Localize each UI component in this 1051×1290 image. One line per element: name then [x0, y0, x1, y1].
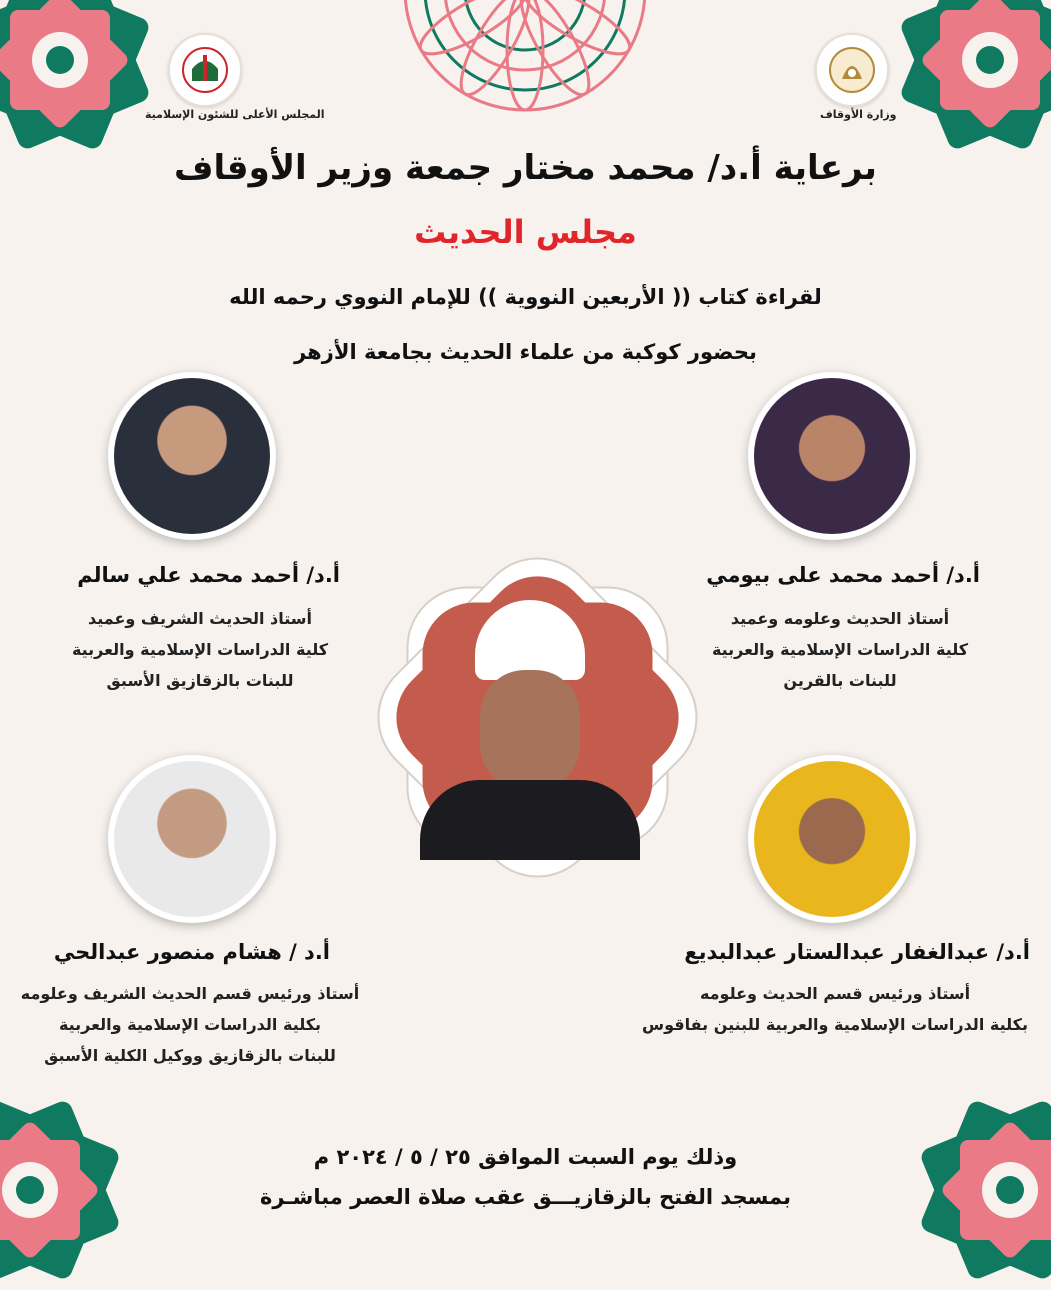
- desc-line: بكلية الدراسات الإسلامية والعربية للبنين بفاقوس: [642, 1015, 1028, 1034]
- corner-ornament-top-right: [890, 0, 1051, 160]
- desc-line: كلية الدراسات الإسلامية والعربية: [711, 640, 969, 659]
- awqaf-ministry-logo: [815, 33, 889, 107]
- speaker-name-top-left: أ.د/ أحمد محمد علي سالم: [77, 563, 340, 587]
- right-logo-caption: وزارة الأوقاف: [820, 108, 897, 121]
- mandala-ornament-top: [395, 0, 655, 120]
- desc-line: أستاذ الحديث وعلومه وعميد: [730, 609, 950, 628]
- attendance-line: بحضور كوكبة من علماء الحديث بجامعة الأزهر: [294, 340, 757, 364]
- desc-line: أستاذ الحديث الشريف وعميد: [87, 609, 313, 628]
- speaker-photo-bottom-right: [748, 755, 916, 923]
- speaker-desc-bottom-right: [640, 978, 1030, 1040]
- speaker-photo-top-left: [108, 372, 276, 540]
- speaker-name-bottom-left: أ.د / هشام منصور عبدالحي: [53, 940, 330, 964]
- desc-line: كلية الدراسات الإسلامية والعربية: [71, 640, 329, 659]
- desc-line: بكلية الدراسات الإسلامية والعربية: [58, 1015, 322, 1034]
- speaker-name-bottom-right: أ.د/ عبدالغفار عبدالستار عبدالبديع: [684, 940, 1030, 964]
- desc-line: أستاذ ورئيس قسم الحديث وعلومه: [699, 984, 971, 1003]
- desc-line: أستاذ ورئيس قسم الحديث الشريف وعلومه: [20, 984, 360, 1003]
- event-location-line: بمسجد الفتح بالزقازيـــق عقب صلاة العصر مباشـرة: [260, 1185, 791, 1209]
- speaker-desc-bottom-left: [20, 978, 360, 1071]
- sponsor-line: برعاية أ.د/ محمد مختار جمعة وزير الأوقاف: [174, 148, 877, 188]
- event-date-line: وذلك يوم السبت الموافق ٢٥ / ٥ / ٢٠٢٤ م: [313, 1145, 738, 1169]
- speaker-name-top-right: أ.د/ أحمد محمد على بيومي: [706, 563, 980, 587]
- speaker-desc-top-left: [60, 603, 340, 696]
- mosque-emblem-icon: [180, 45, 230, 95]
- event-title: مجلس الحديث: [414, 213, 637, 251]
- speaker-photo-top-right: [748, 372, 916, 540]
- desc-line: للبنات بالزقازيق الأسبق: [106, 671, 294, 690]
- supreme-council-logo: [168, 33, 242, 107]
- speaker-desc-top-right: [700, 603, 980, 696]
- speaker-photo-bottom-left: [108, 755, 276, 923]
- awqaf-emblem-icon: [827, 45, 877, 95]
- desc-line: للبنات بالقرين: [783, 671, 897, 690]
- left-logo-caption: المجلس الأعلى للشئون الإسلامية: [145, 108, 325, 121]
- minister-photo: [460, 600, 600, 850]
- corner-ornament-top-left: [0, 0, 160, 160]
- reading-line: لقراءة كتاب (( الأربعين النووية )) للإمام النووي رحمه الله: [229, 285, 822, 309]
- desc-line: للبنات بالزقازيق ووكيل الكلية الأسبق: [44, 1046, 336, 1065]
